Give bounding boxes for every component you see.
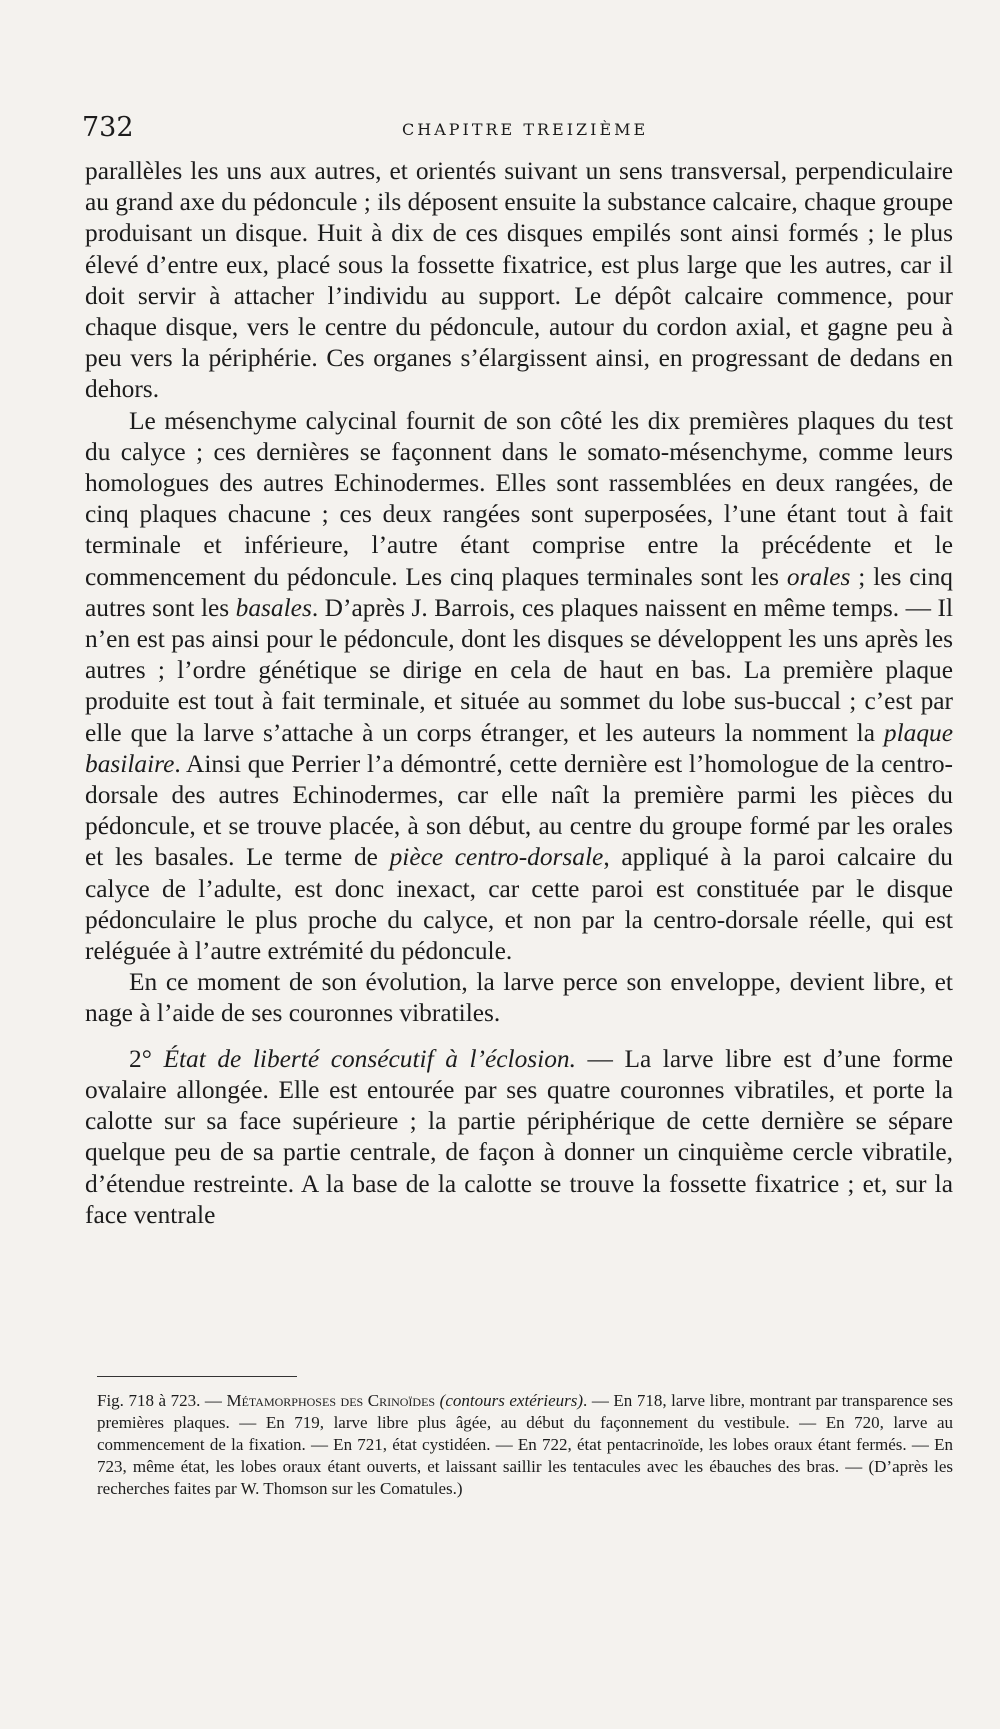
page-number: 732 — [82, 112, 134, 143]
paragraph-2: Le mésenchyme calycinal fournit de son côté les dix premières plaques du test du calyce ; ces dernières se façonnent dans le somato-mésenchyme, comme leurs homologues des autres Echinodermes. Elles sont rassemblées en deux rangées, de cinq plaques chacune ; ces deux rangées sont superposées, l’une étant tout à fait terminale et inférieure, l’autre étant comprise entre la précédente et le commencement du pédoncule. Les cinq plaques terminales sont les orales ; les cinq autres sont les basales. D’après J. Barrois, ces plaques naissent en même temps. — Il n’en est pas ainsi pour le pédoncule, dont les disques se développent les uns après les autres ; l’ordre génétique se dirige en cela de haut en bas. La première plaque produite est tout à fait terminale, et située au sommet du lobe sus-buccal ; c’est par elle que la larve s’attache à un corps étranger, et les auteurs la nomment la plaque basilaire. Ainsi que Perrier l’a démontré, cette dernière est l’homologue de la centro-dorsale des autres Echinodermes, car elle naît la première parmi les pièces du pédoncule, et se trouve placée, à son début, au centre du groupe formé par les orales et les basales. Le terme de pièce centro-dorsale, appliqué à la paroi calcaire du calyce de l’adulte, est donc inexact, car cette paroi est constituée par le disque pédonculaire le plus proche du calyce, et non par la centro-dorsale réelle, qui est reléguée à l’autre extrémité du pédoncule. — [85, 406, 954, 966]
figure-caption: Fig. 718 à 723. — Métamorphoses des Crinoïdes (contours extérieurs). — En 718, larve libre, montrant par transparence ses premières plaques. — En 719, larve libre plus âgée, au début du façonnement du vestibule. — En 720, larve au commencement de la fixation. — En 721, état cystidéen. — En 722, état pentacrinoïde, les lobes oraux étant fermés. — En 723, même état, les lobes oraux étant ouverts, et laissant saillir les tentacules avec les ébauches des bras. — (D’après les recherches faites par W. Thomson sur les Comatules.) — [97, 1391, 954, 1498]
paragraph-1: parallèles les uns aux autres, et orientés suivant un sens transversal, perpendiculaire au grand axe du pédoncule ; ils déposent ensuite la substance calcaire, chaque groupe produisant un disque. Huit à dix de ces disques empilés sont ainsi formés ; le plus élevé d’entre eux, placé sous la fossette fixatrice, est plus large que les autres, car il doit servir à attacher l’individu au support. Le dépôt calcaire commence, pour chaque disque, vers le centre du pédoncule, autour du cordon axial, et gagne peu à peu vers la périphérie. Ces organes s’élargissent ainsi, en progressant de dedans en dehors. — [85, 157, 953, 404]
term-basales: basales — [235, 593, 312, 622]
running-head: CHAPITRE TREIZIÈME — [402, 120, 649, 139]
term-orales: orales — [786, 562, 851, 591]
caption-subtitle: (contours extérieurs) — [439, 1391, 584, 1410]
footnote-rule — [97, 1376, 297, 1377]
section-title: État de liberté consécutif à l’éclosion. — [163, 1044, 576, 1073]
paragraph-3: En ce moment de son évolution, la larve perce son enveloppe, devient libre, et nage à l’aide de ses couronnes vibratiles. — [85, 968, 953, 1028]
term-plaque-basilaire: plaque basilaire — [85, 718, 953, 778]
section-number: 2° — [129, 1044, 152, 1073]
caption-title: Métamorphoses des Crinoïdes — [226, 1391, 436, 1410]
page-header — [82, 112, 940, 152]
body-text — [85, 156, 953, 1231]
paragraph-4: 2° État de liberté consécutif à l’éclosion. — La larve libre est d’une forme ovalaire allongée. Elle est entourée par ses quatre couronnes vibratiles, et porte la calotte sur sa face supérieure ; la partie périphérique de cette dernière se sépare quelque peu de sa partie centrale, de façon à donner un cinquième cercle vibratile, d’étendue restreinte. A la base de la calotte se trouve la fossette fixatrice ; et, sur la face ventrale — [85, 1044, 953, 1229]
term-piece-centro-dorsale: pièce centro-dorsale — [389, 843, 604, 872]
